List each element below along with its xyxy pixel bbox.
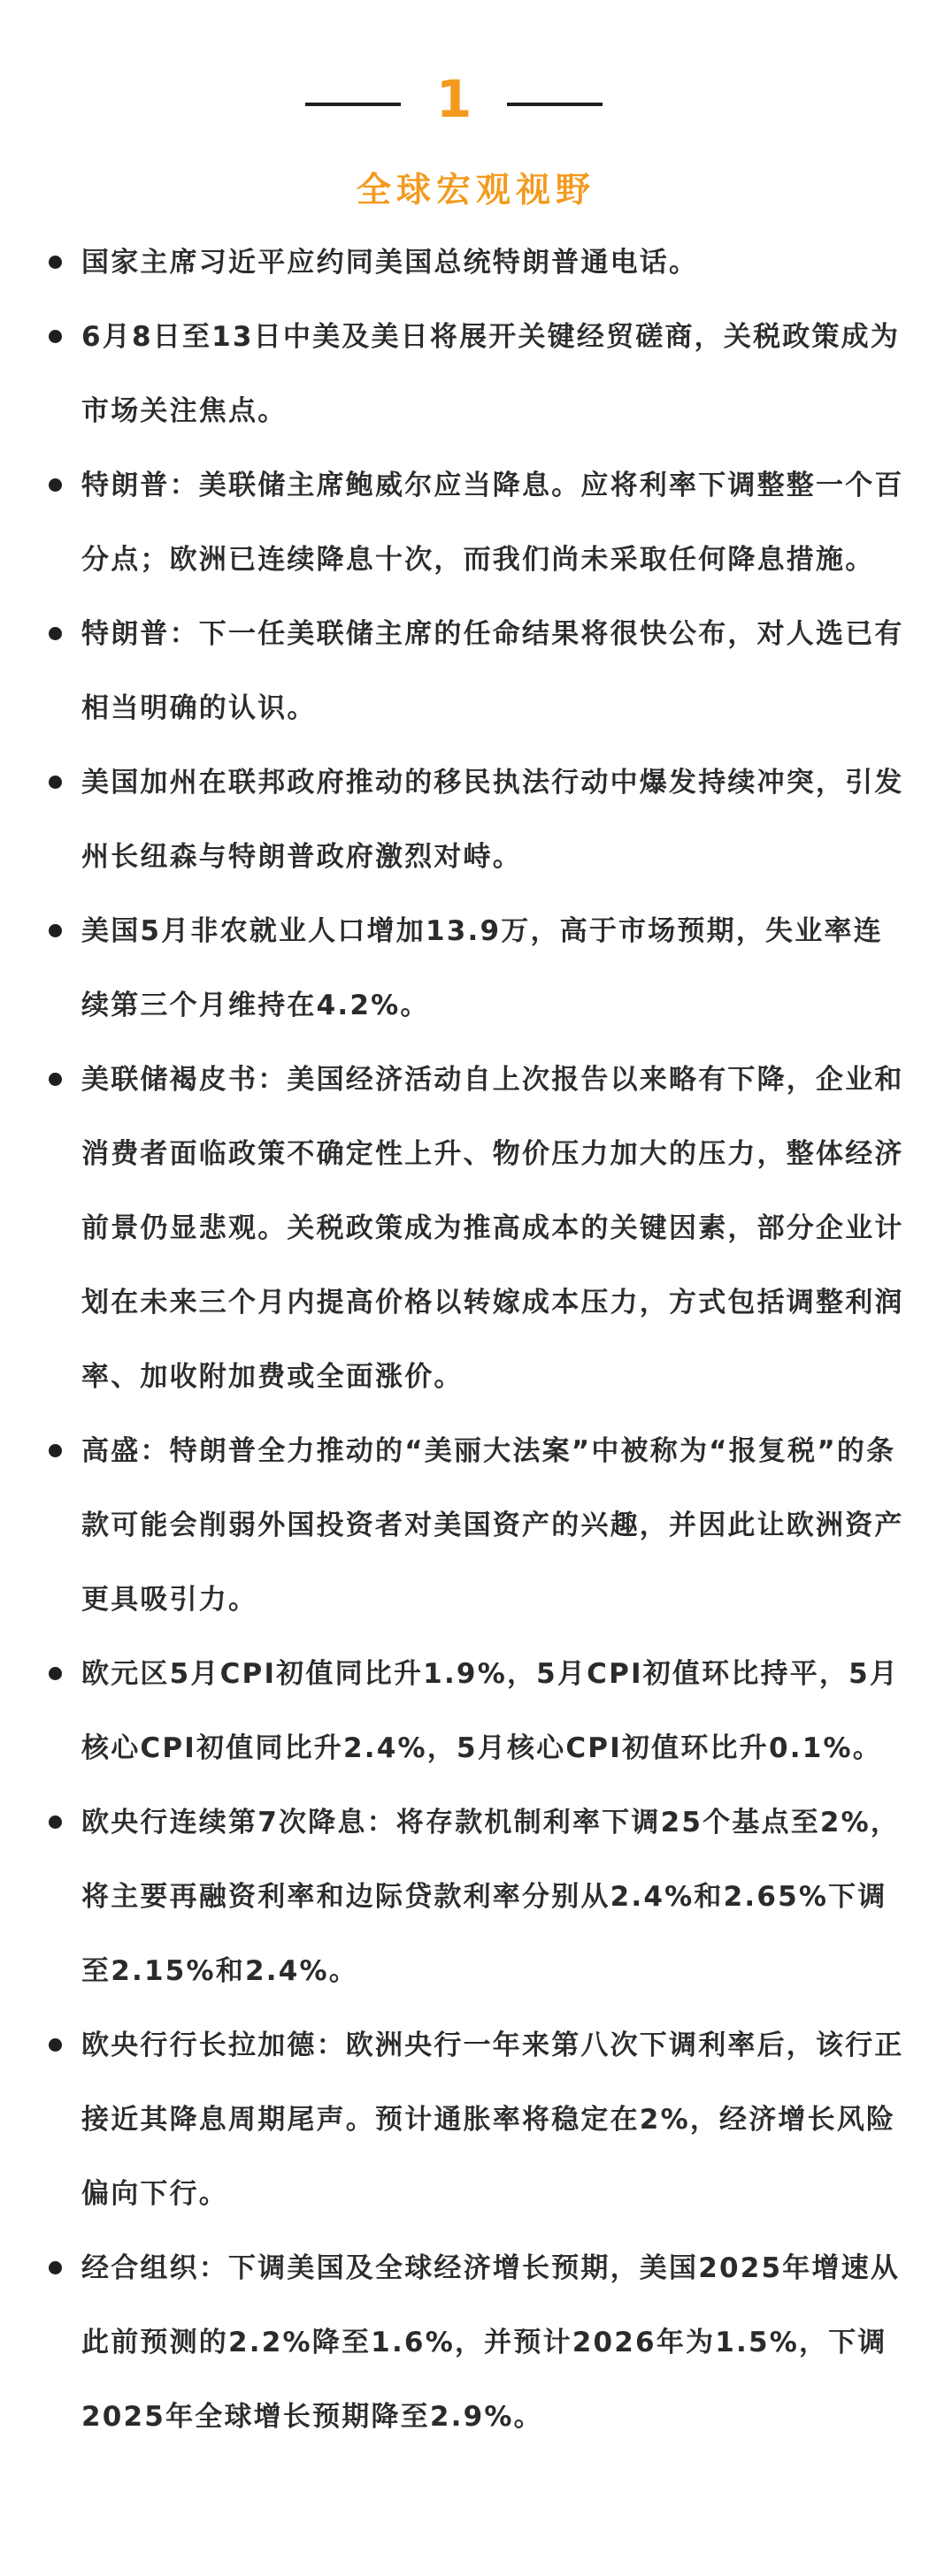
list-item: [0, 1414, 952, 1637]
list-item: [0, 597, 952, 745]
bullet-dot-icon: [49, 1667, 62, 1680]
list-item: [0, 2231, 952, 2454]
list-item-text: 欧央行连续第7次降息：将存款机制利率下调25个基点至2%，将主要再融资利率和边际贷款利率分别从2.4%和2.65%下调至2.15%和2.4%。: [81, 1807, 901, 1987]
list-item-text: 美联储褐皮书：美国经济活动自上次报告以来略有下降，企业和消费者面临政策不确定性上升、物价压力加大的压力，整体经济前景仍显悲观。关税政策成为推高成本的关键因素，部分企业计划在未来三个月内提高价格以转嫁成本压力，方式包括调整利润率、加收附加费或全面涨价。: [81, 1064, 904, 1393]
news-list: [0, 225, 952, 2454]
list-item: [0, 1043, 952, 1414]
bullet-dot-icon: [49, 1815, 62, 1829]
bullet-dot-icon: [49, 776, 62, 789]
list-item: [0, 448, 952, 597]
bullet-dot-icon: [49, 1073, 62, 1086]
bullet-dot-icon: [49, 2038, 62, 2052]
bullet-dot-icon: [49, 256, 62, 269]
section-number: 1: [435, 69, 472, 129]
bullet-dot-icon: [49, 924, 62, 937]
section-title: 全球宏观视野: [356, 171, 595, 210]
list-item-text: 高盛：特朗普全力推动的“美丽大法案”中被称为“报复税”的条款可能会削弱外国投资者对美国资产的兴趣，并因此让欧洲资产更具吸引力。: [81, 1435, 904, 1616]
list-item: [0, 894, 952, 1043]
bullet-dot-icon: [49, 627, 62, 640]
list-item-text: 经合组织：下调美国及全球经济增长预期，美国2025年增速从此前预测的2.2%降至1.6%，并预计2026年为1.5%，下调2025年全球增长预期降至2.9%。: [81, 2252, 901, 2433]
header-left-rule: [305, 103, 401, 106]
list-item: [0, 300, 952, 448]
header-right-rule: [507, 103, 603, 106]
list-item-text: 美国5月非农就业人口增加13.9万，高于市场预期，失业率连续第三个月维持在4.2%。: [81, 915, 883, 1021]
bullet-dot-icon: [49, 2261, 62, 2274]
list-item-text: 欧央行行长拉加德：欧洲央行一年来第八次下调利率后，该行正接近其降息周期尾声。预计通胀率将稳定在2%，经济增长风险偏向下行。: [81, 2029, 904, 2210]
list-item-text: 特朗普：美联储主席鲍威尔应当降息。应将利率下调整整一个百分点；欧洲已连续降息十次，而我们尚未采取任何降息措施。: [81, 470, 904, 576]
list-item-text: 6月8日至13日中美及美日将展开关键经贸磋商，关税政策成为市场关注焦点。: [81, 321, 901, 427]
bullet-dot-icon: [49, 330, 62, 343]
section-header: [0, 64, 952, 134]
list-item: [0, 1785, 952, 2008]
bullet-dot-icon: [49, 478, 62, 492]
list-item: [0, 225, 952, 300]
list-item-text: 美国加州在联邦政府推动的移民执法行动中爆发持续冲突，引发州长纽森与特朗普政府激烈对峙。: [81, 767, 904, 873]
list-item-text: 国家主席习近平应约同美国总统特朗普通电话。: [81, 247, 699, 279]
bullet-dot-icon: [49, 1444, 62, 1457]
list-item: [0, 1637, 952, 1785]
list-item: [0, 2008, 952, 2231]
list-item: [0, 745, 952, 894]
list-item-text: 特朗普：下一任美联储主席的任命结果将很快公布，对人选已有相当明确的认识。: [81, 618, 904, 724]
list-item-text: 欧元区5月CPI初值同比升1.9%，5月CPI初值环比持平，5月核心CPI初值同比升2.4%，5月核心CPI初值环比升0.1%。: [81, 1658, 900, 1764]
